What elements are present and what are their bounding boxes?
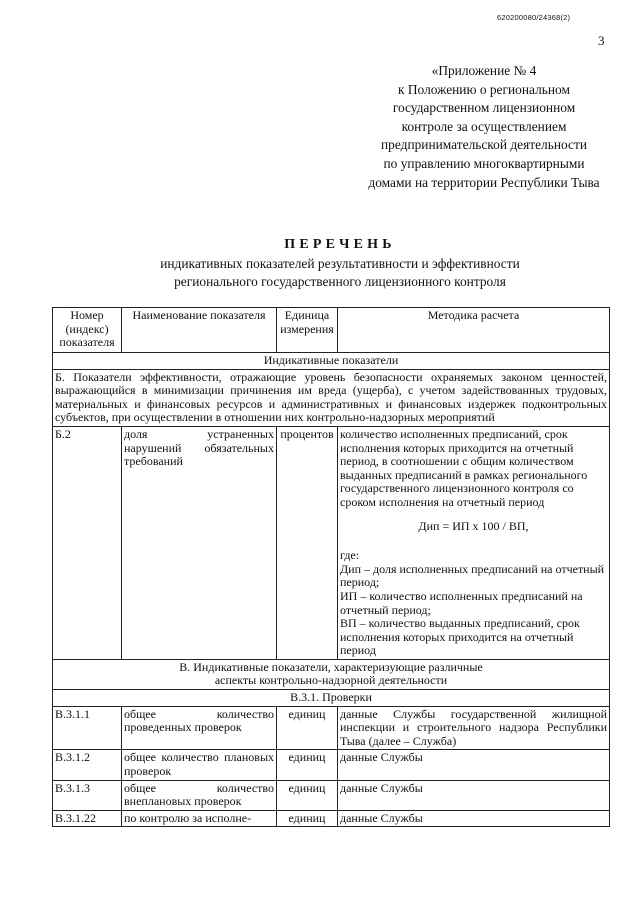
section-row bbox=[53, 659, 610, 689]
appendix-line: домами на территории Республики Тыва bbox=[368, 174, 600, 190]
section-v bbox=[53, 659, 610, 689]
document-id: 620200080/24368(2) bbox=[497, 13, 571, 22]
row-name: по контролю за исполне- bbox=[122, 810, 277, 827]
header-name: Наименование показателя bbox=[122, 308, 277, 353]
row-number: В.3.1.1 bbox=[53, 706, 122, 750]
table-row bbox=[53, 780, 610, 810]
section-v-line: В. Индикативные показатели, характеризующие различные bbox=[179, 659, 483, 674]
table-header-row bbox=[53, 308, 610, 353]
table-row bbox=[53, 810, 610, 827]
section-row bbox=[53, 353, 610, 370]
section-b: Б. Показатели эффективности, отражающие уровень безопасности охраняемых законом ценностей, выражающийся в минимизации причинения им вреда (ущерба), с учетом задействованных трудовых, материальных и финансовых ресурсов и административных и финансовых издержек подконтрольных субъектов, при осуществлении в отношении них контрольно-надзорных мероприятий bbox=[53, 369, 610, 426]
header-unit: Единица измерения bbox=[277, 308, 338, 353]
row-unit: единиц bbox=[277, 750, 338, 780]
subtitle-line: регионального государственного лицензионного контроля bbox=[174, 274, 506, 289]
header-number: Номер (индекс) показателя bbox=[53, 308, 122, 353]
appendix-line: контроле за осуществлением bbox=[401, 118, 567, 134]
row-method bbox=[338, 426, 610, 659]
formula-definition: ВП – количество выданных предписаний, срок исполнения которых приходится на отчетный период bbox=[340, 616, 580, 658]
row-number: В.3.1.2 bbox=[53, 750, 122, 780]
table-row bbox=[53, 706, 610, 750]
row-name: общее количество внеплановых проверок bbox=[122, 780, 277, 810]
row-number: Б.2 bbox=[53, 426, 122, 659]
indicators-table bbox=[52, 307, 610, 827]
formula-definition: Дип – доля исполненных предписаний на отчетный период; bbox=[340, 561, 605, 590]
row-method: данные Службы государственной жилищной инспекции и строительного надзора Республики Тыва (далее – Служба) bbox=[338, 706, 610, 750]
section-row bbox=[53, 369, 610, 426]
section-indicative: Индикативные показатели bbox=[53, 353, 610, 370]
appendix-line: «Приложение № 4 bbox=[431, 63, 537, 78]
row-unit: единиц bbox=[277, 780, 338, 810]
row-method: данные Службы bbox=[338, 810, 610, 827]
row-method: данные Службы bbox=[338, 750, 610, 780]
page-number: 3 bbox=[598, 33, 605, 48]
table-row bbox=[53, 426, 610, 659]
page-subtitle bbox=[0, 255, 640, 291]
row-name: общее количество плановых проверок bbox=[122, 750, 277, 780]
section-v-line: аспекты контрольно-надзорной деятельности bbox=[214, 673, 448, 688]
method-text: количество исполненных предписаний, срок исполнения которых приходится на отчетный период, в соотношении с общим количеством выданных предписаний в рамках регионального государственного лицензионного контроля со сроком исполнения на отчетный период bbox=[340, 426, 588, 509]
row-unit: процентов bbox=[277, 426, 338, 659]
row-number: В.3.1.22 bbox=[53, 810, 122, 827]
formula-where: где: bbox=[340, 548, 360, 563]
row-unit: единиц bbox=[277, 706, 338, 750]
row-method: данные Службы bbox=[338, 780, 610, 810]
appendix-header bbox=[328, 62, 640, 192]
section-row bbox=[53, 690, 610, 707]
table-row bbox=[53, 750, 610, 780]
row-number: В.3.1.3 bbox=[53, 780, 122, 810]
row-name: доля устраненных нарушений обязательных требований bbox=[122, 426, 277, 659]
appendix-line: по управлению многоквартирными bbox=[383, 155, 585, 171]
appendix-line: государственном лицензионном bbox=[392, 100, 576, 116]
appendix-line: предпринимательской деятельности bbox=[381, 137, 587, 153]
subtitle-line: индикативных показателей результативности и эффективности bbox=[160, 256, 520, 271]
section-v31: В.3.1. Проверки bbox=[53, 690, 610, 707]
appendix-line: к Положению о региональном bbox=[398, 81, 570, 97]
header-method: Методика расчета bbox=[338, 308, 610, 353]
row-name: общее количество проведенных проверок bbox=[122, 706, 277, 750]
formula: Дип = ИП x 100 / ВП, bbox=[418, 518, 529, 533]
row-unit: единиц bbox=[277, 810, 338, 827]
formula-definition: ИП – количество исполненных предписаний на отчетный период; bbox=[340, 588, 583, 617]
page-title: ПЕРЕЧЕНЬ bbox=[284, 237, 396, 252]
